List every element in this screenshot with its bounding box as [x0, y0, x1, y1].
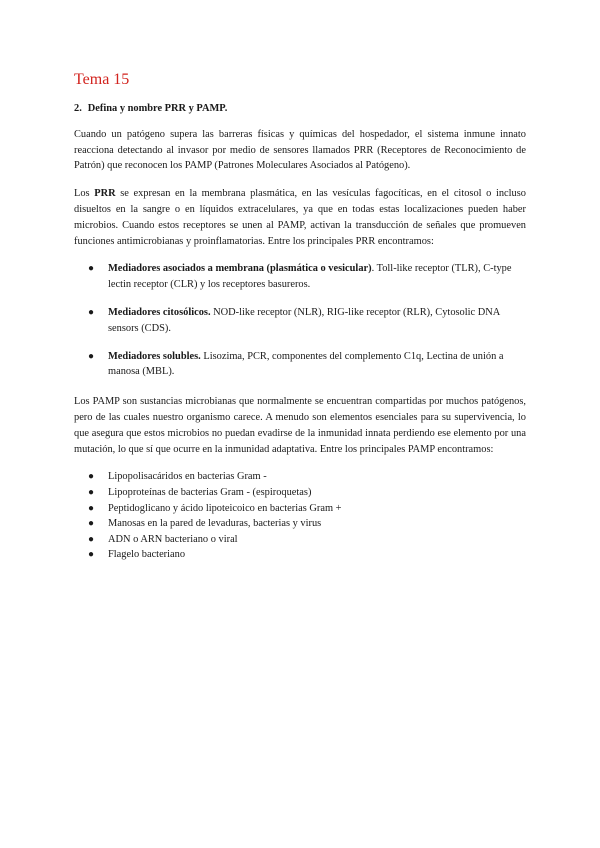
bullet-icon: ● — [88, 306, 95, 318]
pamp-list — [74, 469, 526, 563]
list-item-text: Lipoproteínas de bacterias Gram - (espiroquetas) — [108, 486, 312, 498]
list-item — [74, 501, 526, 517]
bullet-icon: ● — [88, 549, 95, 561]
list-item — [74, 469, 526, 485]
bullet-icon: ● — [88, 263, 95, 275]
paragraph-prr-rest: se expresan en la membrana plasmática, en las vesículas fagocíticas, en el citosol o incluso disueltos en la sangre o en líquidos extracelulares, ya que en todas estas localizaciones pueden haber microbios. Cuando estos receptores se unen al PAMP, activan la transducción de señales que promueven funciones antimicrobianas y proinflamatorias. Entre los principales PRR encontramos: — [74, 188, 526, 247]
paragraph-prr-prefix: Los — [74, 188, 95, 200]
question-number: 2. — [74, 103, 82, 114]
paragraph-pamp: Los PAMP son sustancias microbianas que normalmente se encuentran compartidas por muchos patógenos, pero de las cuales nuestro organismo carece. A menudo son elementos esenciales para su supervivencia, lo que asegura que estos microbios no puedan evadirse de la inmunidad innata perdiendo ese elemento por una mutación, lo que sí que ocurre en la inmunidad adaptativa. Entre los principales PAMP encontramos: — [74, 396, 526, 455]
question-heading — [74, 101, 526, 117]
list-item-bold: Mediadores asociados a membrana (plasmática o vesicular) — [108, 263, 372, 275]
list-item-text: Lisozima, PCR, componentes del complemento C1q, Lectina de unión a manosa (MBL). — [108, 350, 504, 378]
list-item — [74, 305, 526, 337]
bullet-icon: ● — [88, 471, 95, 483]
list-item-text: Manosas en la pared de levaduras, bacterias y virus — [108, 518, 322, 530]
list-item-text: Peptidoglicano y ácido lipoteicoico en bacterias Gram + — [108, 502, 342, 514]
list-item — [74, 261, 526, 293]
list-item — [74, 547, 526, 563]
list-item-text: . Toll-like receptor (TLR), C-type lectin receptor (CLR) y los receptores basureros. — [108, 263, 512, 291]
paragraph-intro: Cuando un patógeno supera las barreras físicas y químicas del hospedador, el sistema inmune innato reacciona detectando al invasor por medio de sensores llamados PRR (Receptores de Reconocimiento de Patrón) que reconocen los PAMP (Patrones Moleculares Asociados al Patógeno). — [74, 128, 526, 172]
bullet-icon: ● — [88, 518, 95, 530]
list-item-bold: Mediadores solubles. — [108, 350, 201, 362]
bullet-icon: ● — [88, 350, 95, 362]
list-item — [74, 532, 526, 548]
bullet-icon: ● — [88, 502, 95, 514]
paragraph-prr-bold: PRR — [94, 188, 116, 200]
prr-mediator-list — [74, 261, 526, 380]
question-text: Defina y nombre PRR y PAMP. — [87, 103, 228, 114]
bullet-icon: ● — [88, 533, 95, 545]
paragraph-prr — [74, 186, 526, 249]
list-item — [74, 485, 526, 501]
document-page — [74, 70, 526, 563]
page-title: Tema 15 — [74, 71, 130, 88]
list-item — [74, 516, 526, 532]
bullet-icon: ● — [88, 486, 95, 498]
list-item-text: Lipopolisacáridos en bacterias Gram - — [108, 471, 267, 483]
list-item-bold: Mediadores citosólicos. — [108, 306, 211, 318]
list-item — [74, 349, 526, 381]
list-item-text: NOD-like receptor (NLR), RIG-like receptor (RLR), Cytosolic DNA sensors (CDS). — [108, 306, 500, 334]
list-item-text: ADN o ARN bacteriano o viral — [108, 533, 238, 545]
list-item-text: Flagelo bacteriano — [108, 549, 186, 561]
